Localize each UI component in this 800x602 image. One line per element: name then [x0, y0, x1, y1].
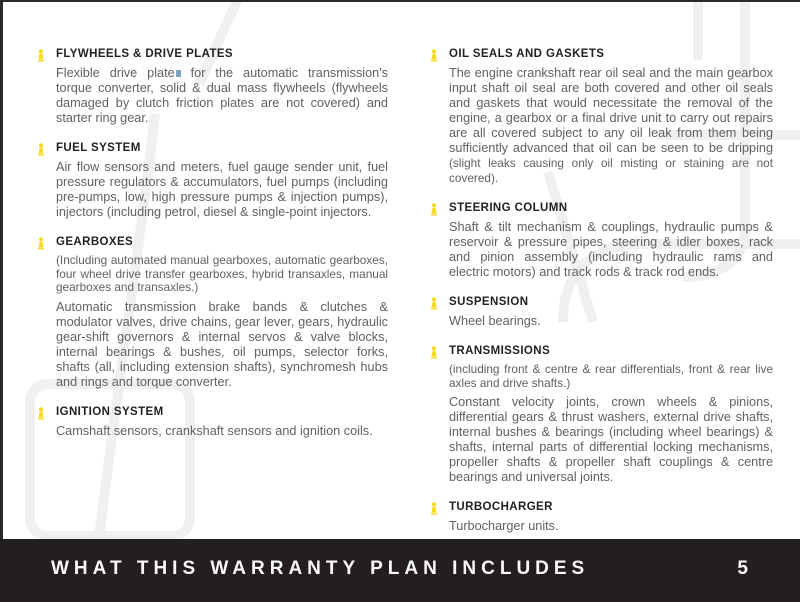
section-gearboxes: [36, 236, 388, 390]
section-heading: FUEL SYSTEM: [56, 142, 141, 154]
spanner-icon: [36, 48, 48, 126]
spanner-icon: [429, 296, 441, 329]
spanner-icon: [36, 236, 48, 390]
section-heading: STEERING COLUMN: [449, 202, 568, 214]
section-small-note: (slight leaks causing only oil misting or staining are not covered).: [449, 156, 773, 185]
section-body: Constant velocity joints, crown wheels & pinions, differential gears & thrust washers, external drive shafts, internal bushes & bearings (including wheel bearings) & shafts, internal parts of differential locking mechanisms, propeller shafts & propeller shaft couplings & centre bearings and universal joints.: [449, 395, 773, 484]
spanner-icon: [36, 406, 48, 439]
left-column: [36, 48, 388, 455]
section-heading: TURBOCHARGER: [449, 501, 553, 513]
section-body: The engine crankshaft rear oil seal and the main gearbox input shaft oil seal are both covered and other oil seals and gaskets that would necessitate the removal of the engine, a gearbox or a final drive unit to carry out repairs are all covered subject to any oil leak from them being sufficiently advanced that oil can be seen to be dripping (slight leaks causing only oil misting or staining are not covered).: [449, 66, 773, 185]
section-note: (including front & centre & rear differentials, front & rear live axles and drive shafts.): [449, 362, 773, 390]
footer-title: WHAT THIS WARRANTY PLAN INCLUDES: [51, 557, 590, 579]
section-ignition-system: [36, 406, 388, 439]
section-transmissions: [429, 345, 773, 485]
section-body: Flexible drive plate for the automatic transmission's torque converter, solid & dual mass flywheels (flywheels damaged by clutch friction plates are not covered) and starter ring gear.: [56, 66, 388, 125]
section-heading: IGNITION SYSTEM: [56, 405, 164, 418]
spanner-icon: [429, 202, 441, 280]
section-body: Shaft & tilt mechanism & couplings, hydraulic pumps & reservoir & pressure pipes, steering & idler boxes, rack and pinion assembly (including hydraulic rams and electric motors) and track rods & track rod ends.: [449, 220, 773, 279]
section-heading: TRANSMISSIONS: [449, 345, 551, 357]
section-flywheels: [36, 48, 388, 126]
section-note: (Including automated manual gearboxes, automatic gearboxes, four wheel drive transfer gearboxes, hybrid transaxles, manual gearboxes and transaxles.): [56, 253, 388, 294]
spanner-icon: [429, 48, 441, 186]
section-body: Turbocharger units.: [449, 519, 559, 533]
section-heading: GEARBOXES: [56, 236, 134, 248]
footer-bar: [0, 539, 800, 602]
section-body: Camshaft sensors, crankshaft sensors and ignition coils.: [56, 423, 373, 438]
section-heading: SUSPENSION: [449, 296, 529, 308]
section-body: Air flow sensors and meters, fuel gauge sender unit, fuel pressure regulators & accumulators, fuel pumps (including pre-pumps, low, high pressure pumps & injection pumps), injectors (including petrol, diesel & single-point injectors.: [56, 160, 388, 219]
section-oil-seals: [429, 48, 773, 186]
spanner-icon: [36, 142, 48, 220]
text-cursor-marker: [176, 70, 181, 77]
section-fuel-system: [36, 142, 388, 220]
section-body: Automatic transmission brake bands & clutches & modulator valves, drive chains, gear lever, gears, hydraulic gear-shift governors & internal servos & valve blocks, internal bearings & bushes, oil pumps, selector forks, shafts (all, including extension shafts), synchromesh hubs and rings and torque converter.: [56, 299, 388, 389]
section-steering-column: [429, 202, 773, 280]
section-turbocharger: [429, 501, 773, 534]
section-heading: FLYWHEELS & DRIVE PLATES: [56, 48, 234, 60]
right-column: [429, 48, 773, 550]
spanner-icon: [429, 345, 441, 485]
section-body: Wheel bearings.: [449, 314, 541, 328]
section-heading: OIL SEALS AND GASKETS: [449, 48, 605, 60]
page-number: 5: [737, 557, 748, 579]
section-suspension: [429, 296, 773, 329]
spanner-icon: [429, 501, 441, 534]
